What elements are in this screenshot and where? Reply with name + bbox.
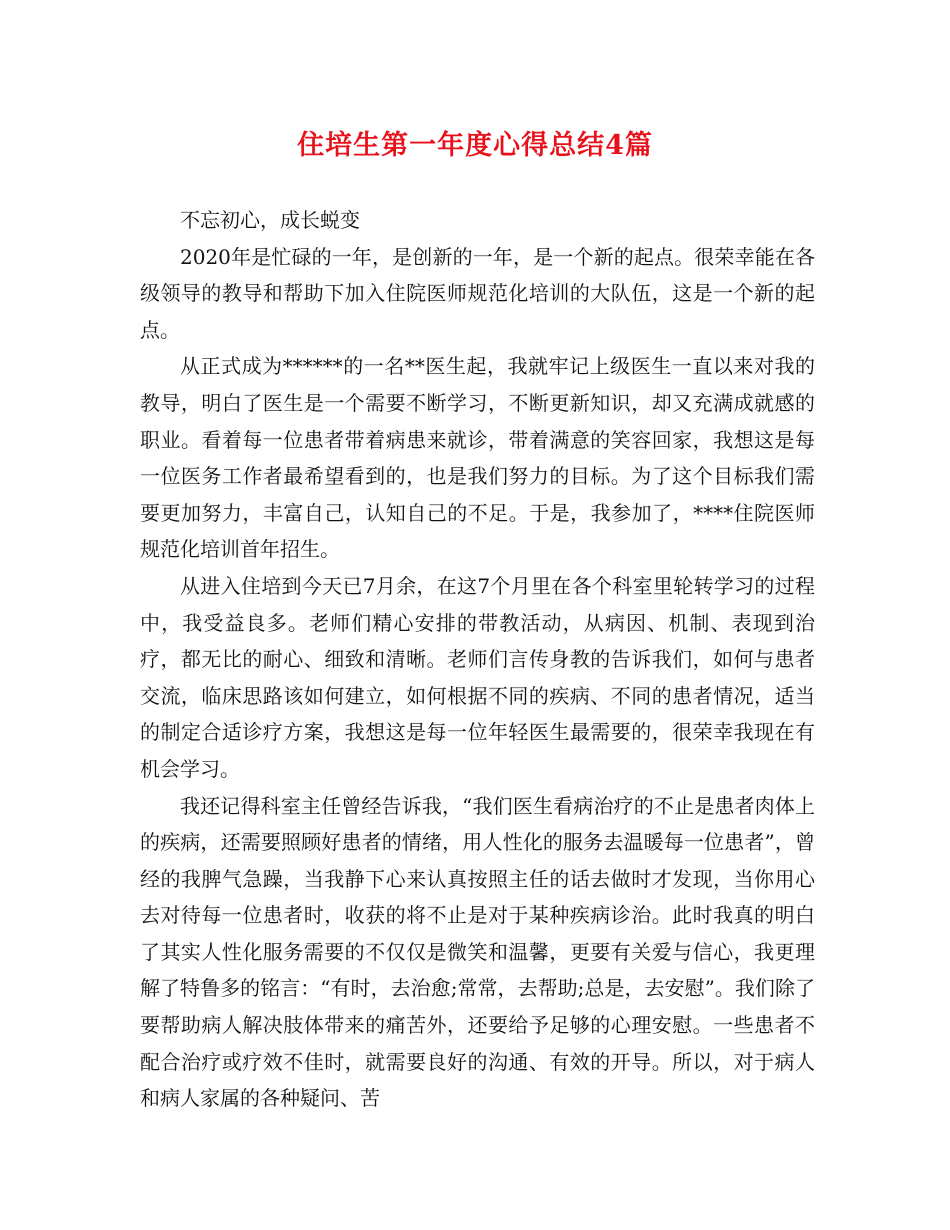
paragraph: 从进入住培到今天已7月余，在这7个月里在各个科室里轮转学习的过程中，我受益良多。老师们精心安排的带教活动，从病因、机制、表现到治疗，都无比的耐心、细致和清晰。老师们言传身教的告诉我们，如何与患者交流，临床思路该如何建立，如何根据不同的疾病、不同的患者情况，适当的制定合适诊疗方案，我想这是每一位年轻医生最需要的，很荣幸我现在有机会学习。 xyxy=(140,573,815,781)
document-title: 住培生第一年度心得总结4篇 xyxy=(297,130,653,161)
paragraph: 从正式成为******的一名**医生起，我就牢记上级医生一直以来对我的教导，明白了医生是一个需要不断学习，不断更新知识，却又充满成就感的职业。看着每一位患者带着病患来就诊，带着满意的笑容回家，我想这是每一位医务工作者最希望看到的，也是我们努力的目标。为了这个目标我们需要更加努力，丰富自己，认知自己的不足。于是，我参加了，****住院医师规范化培训首年招生。 xyxy=(140,354,815,562)
document-body xyxy=(140,202,815,1117)
paragraph-subtitle: 不忘初心，成长蜕变 xyxy=(180,208,360,232)
paragraph: 2020年是忙碌的一年，是创新的一年，是一个新的起点。很荣幸能在各级领导的教导和帮助下加入住院医师规范化培训的大队伍，这是一个新的起点。 xyxy=(140,244,815,342)
paragraph: 我还记得科室主任曾经告诉我，“我们医生看病治疗的不止是患者肉体上的疾病，还需要照顾好患者的情绪，用人性化的服务去温暖每一位患者”，曾经的我脾气急躁，当我静下心来认真按照主任的话去做时才发现，当你用心去对待每一位患者时，收获的将不止是对于某种疾病诊治。此时我真的明白了其实人性化服务需要的不仅仅是微笑和温馨，更要有关爱与信心，我更理解了特鲁多的铭言：“有时，去治愈;常常，去帮助;总是，去安慰”。我们除了要帮助病人解决肢体带来的痛苦外，还要给予足够的心理安慰。一些患者不配合治疗或疗效不佳时，就需要良好的沟通、有效的开导。所以，对于病人和病人家属的各种疑问、苦 xyxy=(140,793,815,1111)
